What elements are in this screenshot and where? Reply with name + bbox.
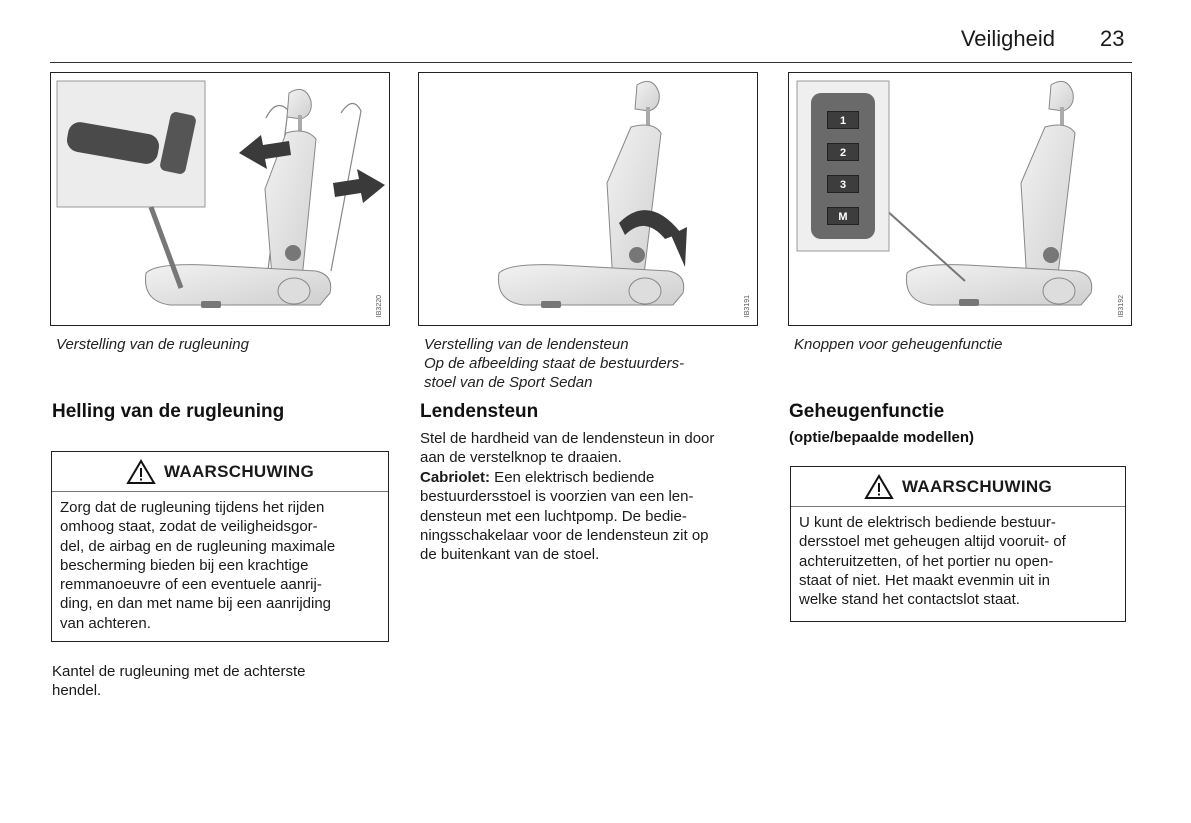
text-line xyxy=(420,468,714,487)
text-line: de buitenkant van de stoel. xyxy=(420,546,600,564)
text-line: del, de airbag en de rugleuning maximale xyxy=(60,537,336,555)
text-line: aan de verstelknop te draaien. xyxy=(420,449,622,467)
warning-text xyxy=(52,492,388,639)
text-line: van achteren. xyxy=(60,614,151,632)
text-line: Zorg dat de rugleuning tijdens het rijden xyxy=(60,499,325,516)
seat-illustration xyxy=(419,73,758,326)
warning-title: WAARSCHUWING xyxy=(902,476,1052,496)
figure-lumbar-adjustment xyxy=(418,72,758,326)
page-number: 23 xyxy=(1100,26,1125,51)
text-line: ningsschakelaar voor de lendensteun zit op xyxy=(420,527,709,545)
warning-title: WAARSCHUWING xyxy=(164,461,314,481)
figure-caption xyxy=(424,335,684,392)
text-line: Stel de hardheid van de lendensteun in door xyxy=(420,430,715,447)
text-line: ding, en dan met name bij een aanrijding xyxy=(60,595,332,613)
warning-header xyxy=(52,452,388,492)
figure-memory-buttons xyxy=(788,72,1132,326)
figure-code: IB3192 xyxy=(1118,294,1125,317)
memory-button-2: 2 xyxy=(827,143,859,161)
text-line: welke stand het contactslot staat. xyxy=(799,591,1020,609)
text-line: remmanoeuvre of een eventuele aanrij- xyxy=(60,576,322,594)
caption-line: Verstelling van de lendensteun xyxy=(424,336,629,353)
section-title: Veiligheid xyxy=(960,26,1055,51)
text-line: dersstoel met geheugen altijd vooruit- of xyxy=(799,533,1066,551)
header-rule xyxy=(50,62,1132,63)
text-span: Een elektrisch bediende xyxy=(490,468,655,486)
text-line: Kantel de rugleuning met de achterste xyxy=(52,663,306,680)
warning-header xyxy=(791,467,1125,507)
warning-box xyxy=(51,451,389,642)
section-heading: Geheugenfunctie xyxy=(789,401,945,422)
section-heading: Helling van de rugleuning xyxy=(52,401,285,422)
warning-triangle-icon xyxy=(864,474,894,500)
figure-code: IB3191 xyxy=(744,294,751,317)
figure-code: IB3220 xyxy=(376,294,383,317)
text-line: hendel. xyxy=(52,682,102,700)
text-line: densteun met een luchtpomp. De bedie- xyxy=(420,507,687,525)
figure-caption: Verstelling van de rugleuning xyxy=(56,336,249,353)
caption-line: Op de afbeelding staat de bestuurders- xyxy=(424,355,685,372)
text-line: U kunt de elektrisch bediende bestuur- xyxy=(799,514,1056,531)
text-line: bescherming bieden bij een krachtige xyxy=(60,556,309,574)
text-line: staat of niet. Het maakt evenmin uit in xyxy=(799,571,1050,589)
text-line: achteruitzetten, of het portier nu open- xyxy=(799,552,1054,570)
figure-backrest-adjustment xyxy=(50,72,390,326)
text-line: omhoog staat, zodat de veiligheidsgor- xyxy=(60,518,318,536)
section-subheading: (optie/bepaalde modellen) xyxy=(789,429,975,446)
memory-button-m: M xyxy=(827,207,859,225)
text-line: bestuurdersstoel is voorzien van een len- xyxy=(420,488,694,506)
body-paragraph xyxy=(52,662,306,701)
warning-box xyxy=(790,466,1126,622)
bold-label: Cabriolet: xyxy=(420,468,491,486)
memory-button-3: 3 xyxy=(827,175,859,193)
seat-illustration xyxy=(51,73,390,326)
figure-caption: Knoppen voor geheugenfunctie xyxy=(794,336,1003,353)
caption-line: stoel van de Sport Sedan xyxy=(424,374,593,391)
memory-button-1: 1 xyxy=(827,111,859,129)
section-heading: Lendensteun xyxy=(420,401,539,422)
warning-triangle-icon xyxy=(126,459,156,485)
warning-text xyxy=(791,507,1125,615)
body-paragraph xyxy=(420,429,714,565)
